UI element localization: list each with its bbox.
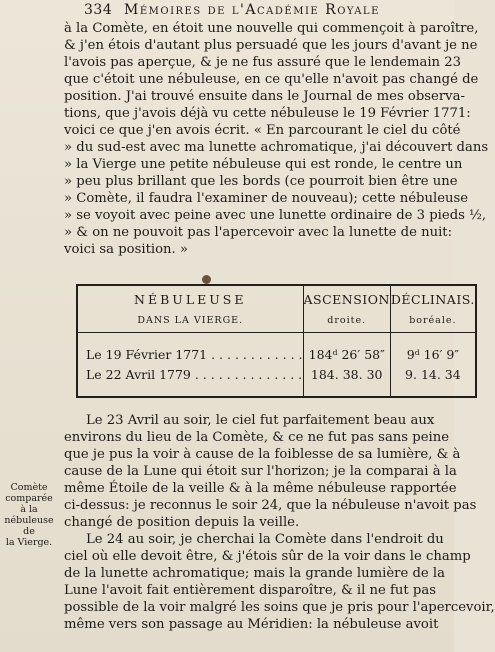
text-line: » la Vierge une petite nébuleuse qui est ronde, le centre un <box>64 157 463 172</box>
observation-table <box>76 284 477 398</box>
text-line: cause de la Lune qui étoit sur l'horizon; je la comparai à la <box>64 464 457 479</box>
text-line: que je pus la voir à cause de la foiblesse de sa lumière, & à <box>64 447 461 462</box>
page-number: 334 <box>84 2 113 18</box>
text-line: position. J'ai trouvé ensuite dans le Journal de mes observa- <box>64 89 465 104</box>
text-line: Lune l'avoit fait entièrement disparoître, & il ne fut pas <box>64 583 436 598</box>
text-line: possible de la voir malgré les soins que je pris pour l'apercevoir, <box>64 600 495 615</box>
running-header <box>84 2 444 20</box>
table-row-label: Le 19 Février 1771 . . . . . . . . . . . . <box>86 346 303 362</box>
text-line: changé de position depuis la veille. <box>64 515 300 530</box>
col-header-nebuleuse: NÉBULEUSE DANS LA VIERGE. <box>77 285 303 333</box>
margin-note: Comète comparée à la nébuleuse de la Vierge. <box>4 482 54 548</box>
ink-spot <box>202 275 211 284</box>
table-cell: 184ᵈ 26′ 58″ <box>308 346 385 362</box>
table-cell: 9. 14. 34 <box>405 366 461 382</box>
text-line: voici ce que j'en avois écrit. « En parcourant le ciel du côté <box>64 123 461 138</box>
col-header-ascension: ASCENSION droite. <box>303 285 390 333</box>
text-line: tions, que j'avois déjà vu cette nébuleuse le 19 Février 1771: <box>64 106 471 121</box>
col-header-declinaison: DÉCLINAIS. boréale. <box>390 285 475 333</box>
text-line: Le 23 Avril au soir, le ciel fut parfaitement beau aux <box>86 413 435 428</box>
paragraph-3 <box>64 531 495 633</box>
paragraph-2 <box>64 412 477 531</box>
text-line: même vers son passage au Méridien: la nébuleuse avoit <box>64 617 439 632</box>
text-line: Le 24 au soir, je cherchai la Comète dans l'endroit du <box>86 532 444 547</box>
text-line: environs du lieu de la Comète, & ce ne fut pas sans peine <box>64 430 450 445</box>
table-cell: 9ᵈ 16′ 9″ <box>406 346 460 362</box>
text-line: de la lunette achromatique; mais la grande lumière de la <box>64 566 445 581</box>
row-labels <box>77 333 303 398</box>
text-line: l'avois pas aperçue, & je ne fus assuré que le lendemain 23 <box>64 55 462 70</box>
text-line: & j'en étois d'autant plus persuadé que les jours d'avant je ne <box>64 38 478 53</box>
text-line: » Comète, il faudra l'examiner de nouveau); cette nébuleuse <box>64 191 469 206</box>
text-line: ciel où elle devoit être, & j'étois sûr de la voir dans le champ <box>64 549 471 564</box>
text-line: que c'étoit une nébuleuse, en ce qu'elle n'avoit pas changé de <box>64 72 479 87</box>
text-line: voici sa position. » <box>64 242 188 257</box>
text-line: » & on ne pouvoit pas l'apercevoir avec la lunette de nuit: <box>64 225 453 240</box>
paragraph-1 <box>64 20 489 258</box>
text-line: à la Comète, en étoit une nouvelle qui commençoit à paroître, <box>64 21 479 36</box>
text-line: ci-dessus: je reconnus le soir 24, que la nébuleuse n'avoit pas <box>64 498 477 513</box>
ascension-values <box>303 333 390 398</box>
text-line: » du sud-est avec ma lunette achromatique, j'ai découvert dans <box>64 140 489 155</box>
text-line: même Étoile de la veille & à la même nébuleuse rapportée <box>64 481 457 496</box>
table-row-label: Le 22 Avril 1779 . . . . . . . . . . . . . . <box>86 366 303 382</box>
table-cell: 184. 38. 30 <box>310 366 383 382</box>
text-line: » se voyoit avec peine avec une lunette ordinaire de 3 pieds ½, <box>64 208 487 223</box>
running-title: Mémoires de l'Académie Royale <box>124 2 380 18</box>
text-line: » peu plus brillant que les bords (ce pourroit bien être une <box>64 174 458 189</box>
declinaison-values <box>390 333 475 398</box>
